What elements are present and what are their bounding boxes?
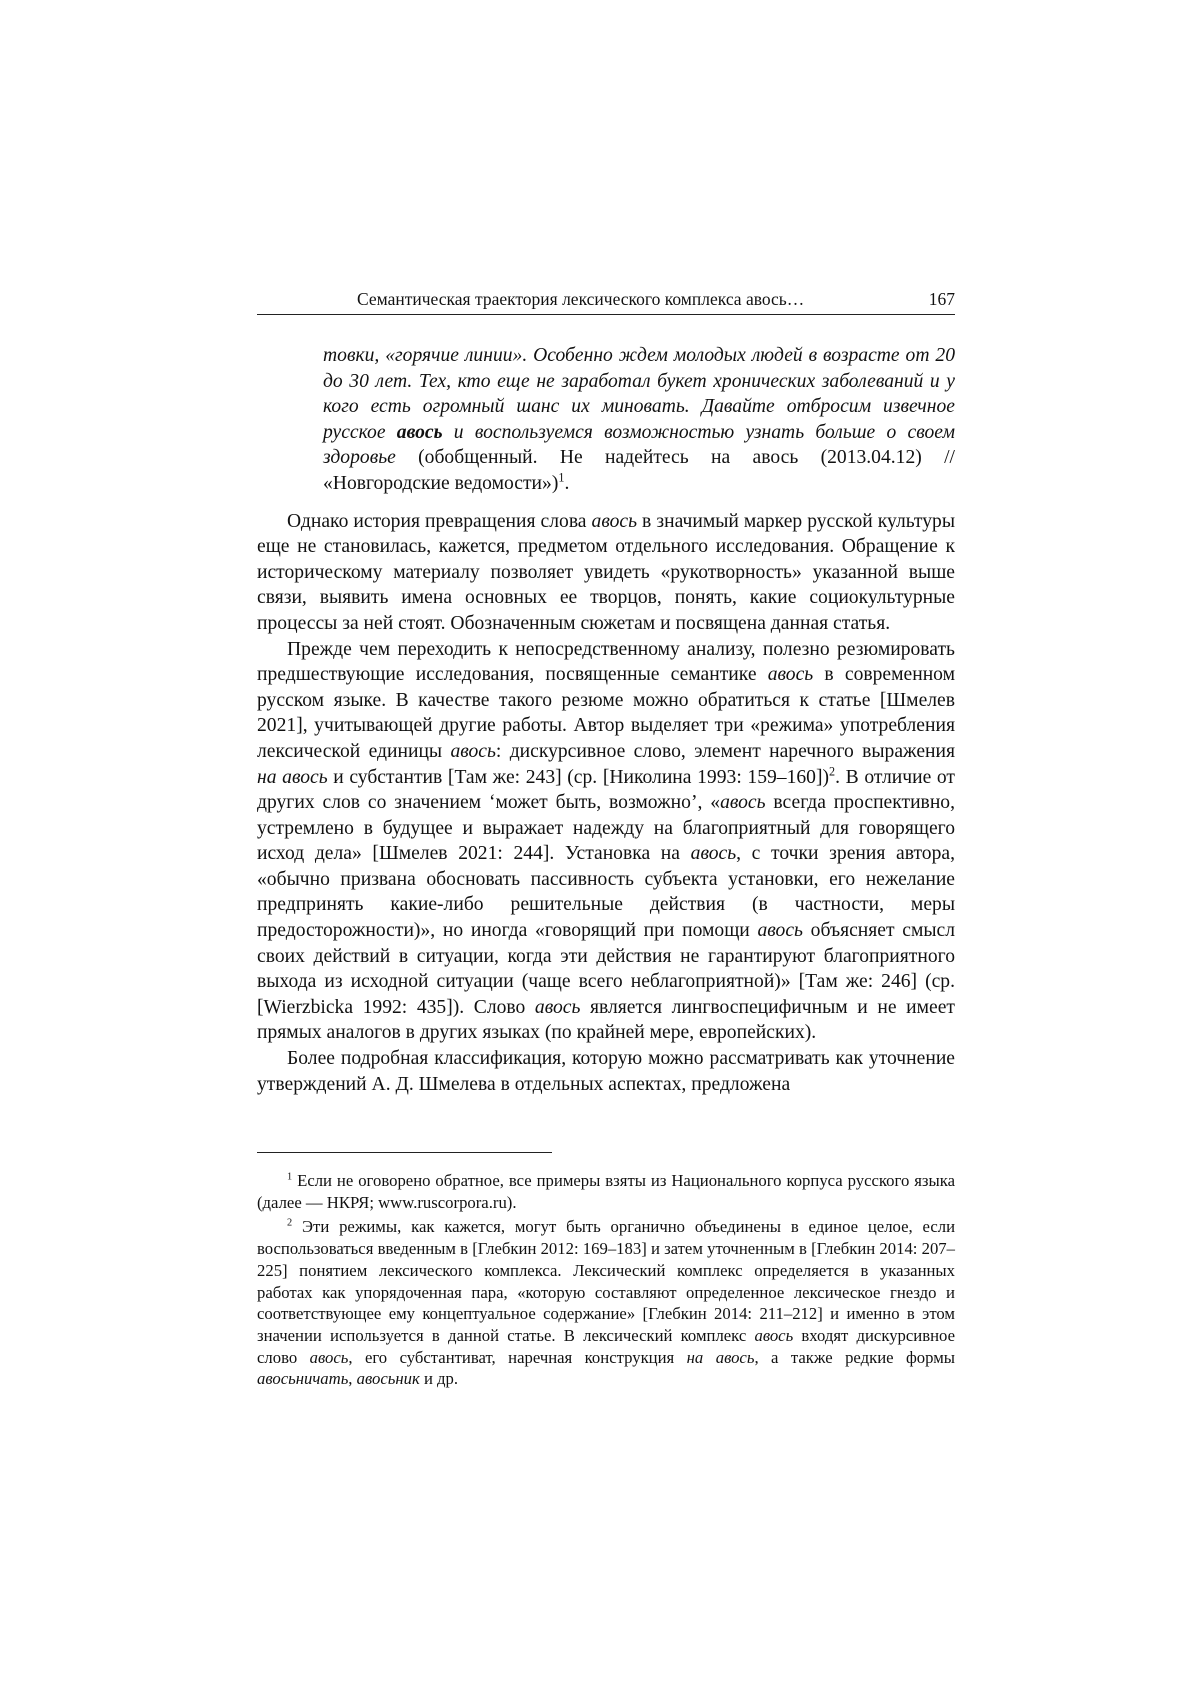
italic-term: авось bbox=[450, 740, 496, 762]
italic-term: авось bbox=[767, 664, 814, 686]
text-span: : дискурсивное слово, элемент наречного выражения bbox=[495, 740, 956, 762]
italic-term: авось bbox=[754, 1325, 794, 1345]
quote-bold-word: авось bbox=[396, 421, 443, 443]
quote-end: . bbox=[564, 472, 570, 494]
footnote-divider bbox=[257, 1152, 552, 1153]
footnote-1 bbox=[257, 1170, 955, 1213]
footnote-text: , bbox=[348, 1369, 357, 1389]
text-span: . В отличие от других слов со значением ‘может быть, возможно’, « bbox=[257, 766, 955, 814]
text-span: Прежде чем переходить к непосредственному анализу, полезно резюмировать предшествующие исследования, посвященные семантике bbox=[257, 638, 955, 686]
italic-term: авось bbox=[757, 920, 803, 942]
text-span: объясняет смысл своих действий в ситуации, когда эти действия не гарантируют благоприятного выхода из исходной ситуации (чаще всего неблагоприятной)» [Там же: 246] (ср. [Wierzbicka 1992: 435]). Слово bbox=[257, 920, 955, 1018]
running-title: Семантическая траектория лексического комплекса авось… bbox=[357, 289, 805, 309]
footnote-number: 1 bbox=[287, 1171, 293, 1183]
page-number: 167 bbox=[928, 289, 955, 309]
footnote-ref-1[interactable]: 1 bbox=[558, 470, 565, 485]
footnote-2 bbox=[257, 1216, 955, 1390]
quote-block bbox=[257, 343, 955, 497]
paragraph-3 bbox=[257, 1046, 955, 1097]
italic-term: на авось bbox=[686, 1347, 755, 1367]
text-span: Более подробная классификация, которую можно рассматривать как уточнение утверждений А. Д. Шмелева в отдельных аспектах, предложена bbox=[257, 1048, 955, 1095]
quote-italic-2: и воспользуемся возможностью узнать больше о своем здоровье bbox=[323, 421, 955, 469]
italic-term: авось bbox=[690, 843, 737, 865]
text-span: Однако история превращения слова bbox=[287, 510, 592, 532]
paragraph-2 bbox=[257, 637, 955, 1047]
italic-term: авось bbox=[591, 510, 638, 532]
footnote-text: входят дискурсивное слово bbox=[257, 1325, 955, 1367]
text-span: всегда проспективно, устремлено в будущее и выражает надежду на благоприятный для говорящего исход дела» [Шмелев 2021: 244]. Установка на bbox=[257, 792, 955, 865]
text-span: и субстантив [Там же: 243] (ср. [Николина 1993: 159–160]) bbox=[327, 766, 830, 788]
italic-term: авось bbox=[309, 1347, 349, 1367]
footnote-text: Если не оговорено обратное, все примеры взяты из Национального корпуса русского языка (далее — НКРЯ; www.ruscorpora.ru). bbox=[257, 1171, 955, 1212]
footnote-text: Эти режимы, как кажется, могут быть органично объединены в единое целое, если воспользоваться введенным в [Глебкин 2012: 169–183] и затем уточненным в [Глебкин 2014: 207–225] понятием лексического комплекса. Лексический комплекс определяется в указанных работах как упорядоченная пара, «которую составляют определенное лексическое гнездо и соответствующее ему концептуальное содержание» [Глебкин 2014: 211–212] и именно в этом значении используется в данной статье. В лексический комплекс bbox=[257, 1217, 955, 1345]
footnote-text: , его субстантиват, наречная конструкция bbox=[348, 1347, 687, 1367]
quote-source: (обобщенный. Не надейтесь на авось (2013.04.12) // «Новгородские ведомости») bbox=[323, 447, 955, 494]
text-span: в значимый маркер русской культуры еще не становилась, кажется, предметом отдельного исследования. Обращение к историческому материалу позволяет увидеть «рукотворность» указанной выше связи, выявить имена основных ее творцов, понять, какие социокультурные процессы за ней стоят. Обозначенным сюжетам и посвящена данная статья. bbox=[257, 510, 955, 634]
text-span: является лингвоспецифичным и не имеет прямых аналогов в других языках (по крайней мере, европейских). bbox=[257, 996, 955, 1044]
footnotes bbox=[257, 1170, 955, 1393]
italic-term: авосьник bbox=[356, 1369, 420, 1389]
text-span: , с точки зрения автора, «обычно призвана обосновать пассивность субъекта установки, его нежелание предпринять какие-либо решительные действия (в частности, меры предосторожности)», но иногда «говорящий при помощи bbox=[257, 843, 955, 942]
quote-italic-1: товки, «горячие линии». Особенно ждем молодых людей в возрасте от 20 до 30 лет. Тех, кто еще не заработал букет хронических заболеваний и у кого есть огромный шанс их миновать. Давайте отбросим извечное русское bbox=[323, 345, 955, 443]
italic-term: авось bbox=[720, 792, 766, 814]
footnote-ref-2[interactable]: 2 bbox=[829, 763, 836, 778]
italic-term: авось bbox=[534, 996, 581, 1018]
footnote-number: 2 bbox=[287, 1217, 293, 1229]
italic-term: на авось bbox=[257, 766, 328, 788]
italic-term: авосьничать bbox=[257, 1369, 349, 1389]
main-text bbox=[257, 343, 955, 1097]
footnote-text: и др. bbox=[419, 1369, 459, 1389]
footnote-text: , а также редкие формы bbox=[754, 1347, 955, 1367]
page-header bbox=[257, 288, 955, 315]
text-span: в современном русском языке. В качестве такого резюме можно обратиться к статье [Шмелев 2021], учитывающей другие работы. Автор выделяет три «режима» употребления лексической единицы bbox=[257, 664, 955, 762]
paragraph-1 bbox=[257, 509, 955, 637]
